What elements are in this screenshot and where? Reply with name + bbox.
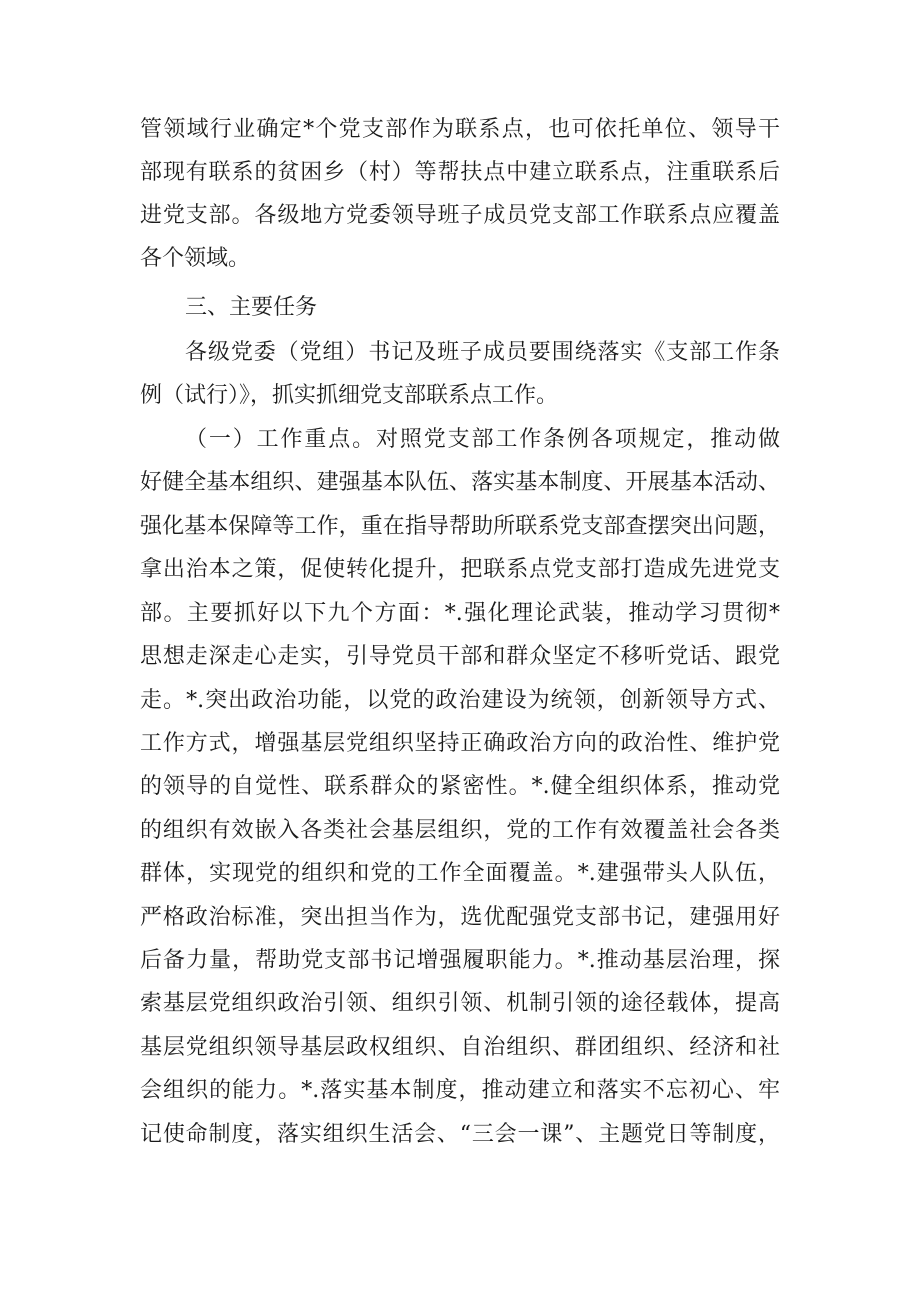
text-line: 的组织有效嵌入各类社会基层组织，党的工作有效覆盖社会各类 — [140, 818, 780, 843]
subsection-line: （一）工作重点。对照党支部工作条例各项规定，推动做 — [185, 427, 780, 452]
text-line: 各级党委（党组）书记及班子成员要围绕落实《支部工作条 — [185, 340, 780, 365]
text-line: 例（试行）》，抓实抓细党支部联系点工作。 — [140, 383, 559, 408]
text-line: 基层党组织领导基层政权组织、自治组织、群团组织、经济和社 — [140, 1035, 780, 1060]
text-line: 严格政治标准，突出担当作为，选优配强党支部书记，建强用好 — [140, 905, 780, 930]
text-line: 后备力量，帮助党支部书记增强履职能力。*.推动基层治理，探 — [140, 948, 780, 973]
text-line: 索基层党组织政治引领、组织引领、机制引领的途径载体，提高 — [140, 991, 780, 1016]
text-line: 工作方式，增强基层党组织坚持正确政治方向的政治性、维护党 — [140, 731, 780, 756]
text-line: 部现有联系的贫困乡（村）等帮扶点中建立联系点，注重联系后 — [140, 160, 780, 185]
text-line: 部。主要抓好以下九个方面：*.强化理论武装，推动学习贯彻* — [140, 601, 780, 626]
text-line: 管领域行业确定*个党支部作为联系点，也可依托单位、领导干 — [140, 117, 780, 142]
text-line: 走。*.突出政治功能，以党的政治建设为统领，创新领导方式、 — [140, 688, 780, 713]
text-line: 好健全基本组织、建强基本队伍、落实基本制度、开展基本活动、 — [140, 470, 780, 495]
text-line: 拿出治本之策，促使转化提升，把联系点党支部打造成先进党支 — [140, 557, 780, 582]
section-heading: 三、主要任务 — [185, 295, 318, 320]
text-line: 的领导的自觉性、联系群众的紧密性。*.健全组织体系，推动党 — [140, 774, 780, 799]
text-line: 强化基本保障等工作，重在指导帮助所联系党支部查摆突出问题， — [140, 514, 780, 539]
text-line: 记使命制度，落实组织生活会、“三会一课”、主题党日等制度， — [140, 1122, 780, 1147]
text-line: 各个领域。 — [140, 246, 251, 271]
text-line: 思想走深走心走实，引导党员干部和群众坚定不移听党话、跟党 — [140, 644, 780, 669]
text-line: 群体，实现党的组织和党的工作全面覆盖。*.建强带头人队伍， — [140, 861, 780, 886]
text-line: 会组织的能力。*.落实基本制度，推动建立和落实不忘初心、牢 — [140, 1078, 780, 1103]
text-line: 进党支部。各级地方党委领导班子成员党支部工作联系点应覆盖 — [140, 203, 780, 228]
